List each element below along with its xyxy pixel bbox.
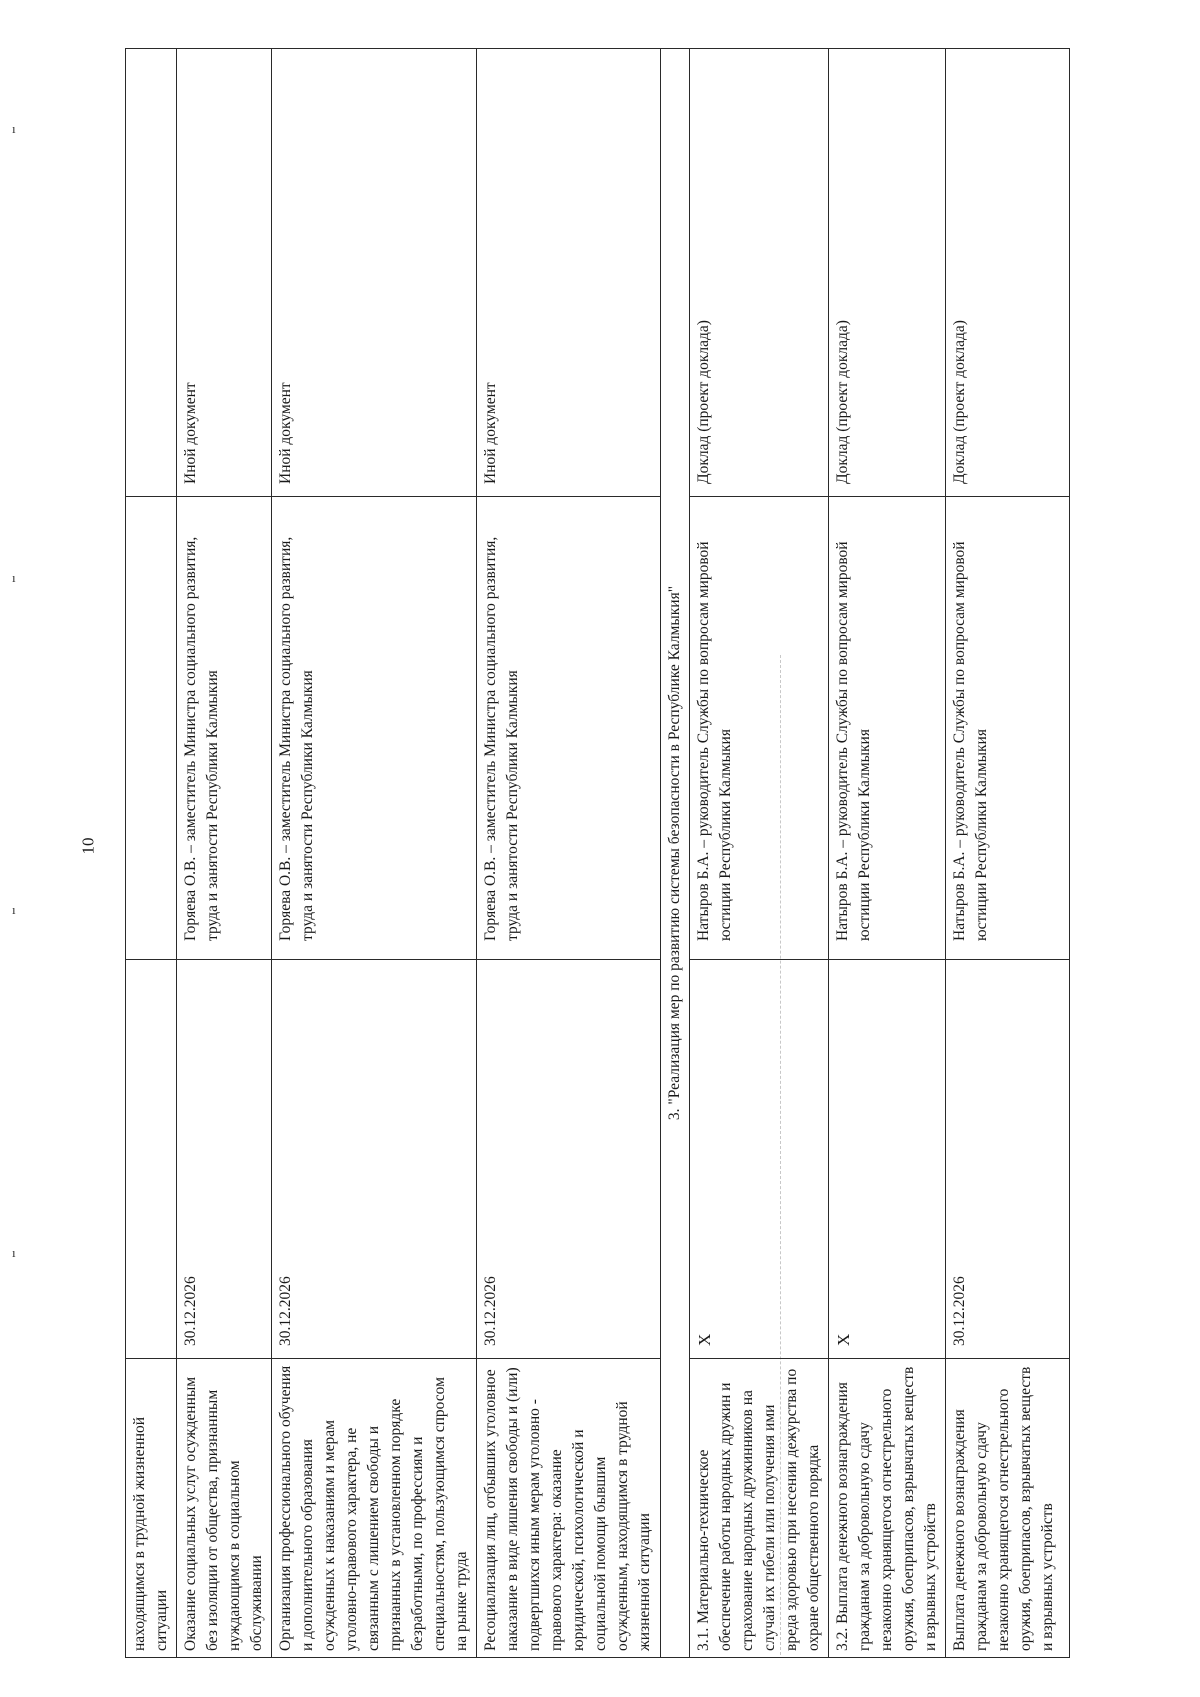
section-title: 3. "Реализация мер по развитию системы безопасности в Республике Калмыкия" <box>660 49 689 1658</box>
rotated-table-wrapper <box>125 48 1070 1658</box>
scan-mark: ı <box>12 121 16 136</box>
page-number: 10 <box>78 837 98 855</box>
table-row <box>177 49 272 1658</box>
cell-event-name: Организация профессионального обучения и дополнительного образования осужденных к наказаниям и мерам уголовно-правового характера, не связанным с лишением свободы и признанных в установленном порядке безработными, по профессиям и специальностям, пользующимся спросом на рынке труда <box>272 1359 477 1658</box>
cell-document-type: Иной документ <box>272 49 477 497</box>
cell-responsible: Натыров Б.А. – руководитель Службы по вопросам мировой юстиции Республики Калмыкия <box>828 497 945 960</box>
scan-mark: ı <box>12 902 16 917</box>
cell-deadline: X <box>689 960 828 1359</box>
cell-responsible <box>126 497 177 960</box>
cell-document-type <box>126 49 177 497</box>
cell-event-name: Ресоциализация лиц, отбывших уголовное наказание в виде лишения свободы и (или) подвергшихся иным мерам уголовно - правового характера: оказание юридической, психологической и социальной помощи бывшим осужденным, находящимся в трудной жизненной ситуации <box>477 1359 660 1658</box>
cell-responsible: Горяева О.В. – заместитель Министра социального развития, труда и занятости Республики Калмыкия <box>272 497 477 960</box>
cell-event-name: Оказание социальных услуг осужденным без изоляции от общества, признанным нуждающимся в социальном обслуживании <box>177 1359 272 1658</box>
scan-mark: ı <box>12 1245 16 1260</box>
cell-deadline: 30.12.2026 <box>945 960 1069 1359</box>
cell-event-name: 3.2. Выплата денежного вознаграждения гражданам за добровольную сдачу незаконно хранящегося огнестрельного оружия, боеприпасов, взрывчатых веществ и взрывных устройств <box>828 1359 945 1658</box>
cell-document-type: Доклад (проект доклада) <box>828 49 945 497</box>
cell-responsible: Горяева О.В. – заместитель Министра социального развития, труда и занятости Республики Калмыкия <box>477 497 660 960</box>
cell-document-type: Доклад (проект доклада) <box>689 49 828 497</box>
cell-event-name: находящимся в трудной жизненной ситуации <box>126 1359 177 1658</box>
scan-mark: ı <box>12 570 16 585</box>
cell-event-name: 3.1. Материально-техническое обеспечение работы народных дружин и страхование народных дружинников на случай их гибели или получения ими вреда здоровью при несении дежурства по охране общественного порядка <box>689 1359 828 1658</box>
cell-document-type: Иной документ <box>177 49 272 497</box>
table-row <box>477 49 660 1658</box>
cell-deadline: 30.12.2026 <box>477 960 660 1359</box>
table-row <box>272 49 477 1658</box>
cell-deadline: 30.12.2026 <box>177 960 272 1359</box>
cell-deadline <box>126 960 177 1359</box>
cell-responsible: Горяева О.В. – заместитель Министра социального развития, труда и занятости Республики Калмыкия <box>177 497 272 960</box>
cell-deadline: X <box>828 960 945 1359</box>
cell-document-type: Иной документ <box>477 49 660 497</box>
table-row <box>828 49 945 1658</box>
cell-document-type: Доклад (проект доклада) <box>945 49 1069 497</box>
cell-responsible: Натыров Б.А. – руководитель Службы по вопросам мировой юстиции Республики Калмыкия <box>689 497 828 960</box>
cell-deadline: 30.12.2026 <box>272 960 477 1359</box>
cell-responsible: Натыров Б.А. – руководитель Службы по вопросам мировой юстиции Республики Калмыкия <box>945 497 1069 960</box>
table-row <box>689 49 828 1658</box>
table-row <box>945 49 1069 1658</box>
section-header-row <box>660 49 689 1658</box>
plan-table <box>125 48 1070 1658</box>
table-row <box>126 49 177 1658</box>
cell-event-name: Выплата денежного вознаграждения гражданам за добровольную сдачу незаконно хранящегося огнестрельного оружия, боеприпасов, взрывчатых веществ и взрывных устройств <box>945 1359 1069 1658</box>
